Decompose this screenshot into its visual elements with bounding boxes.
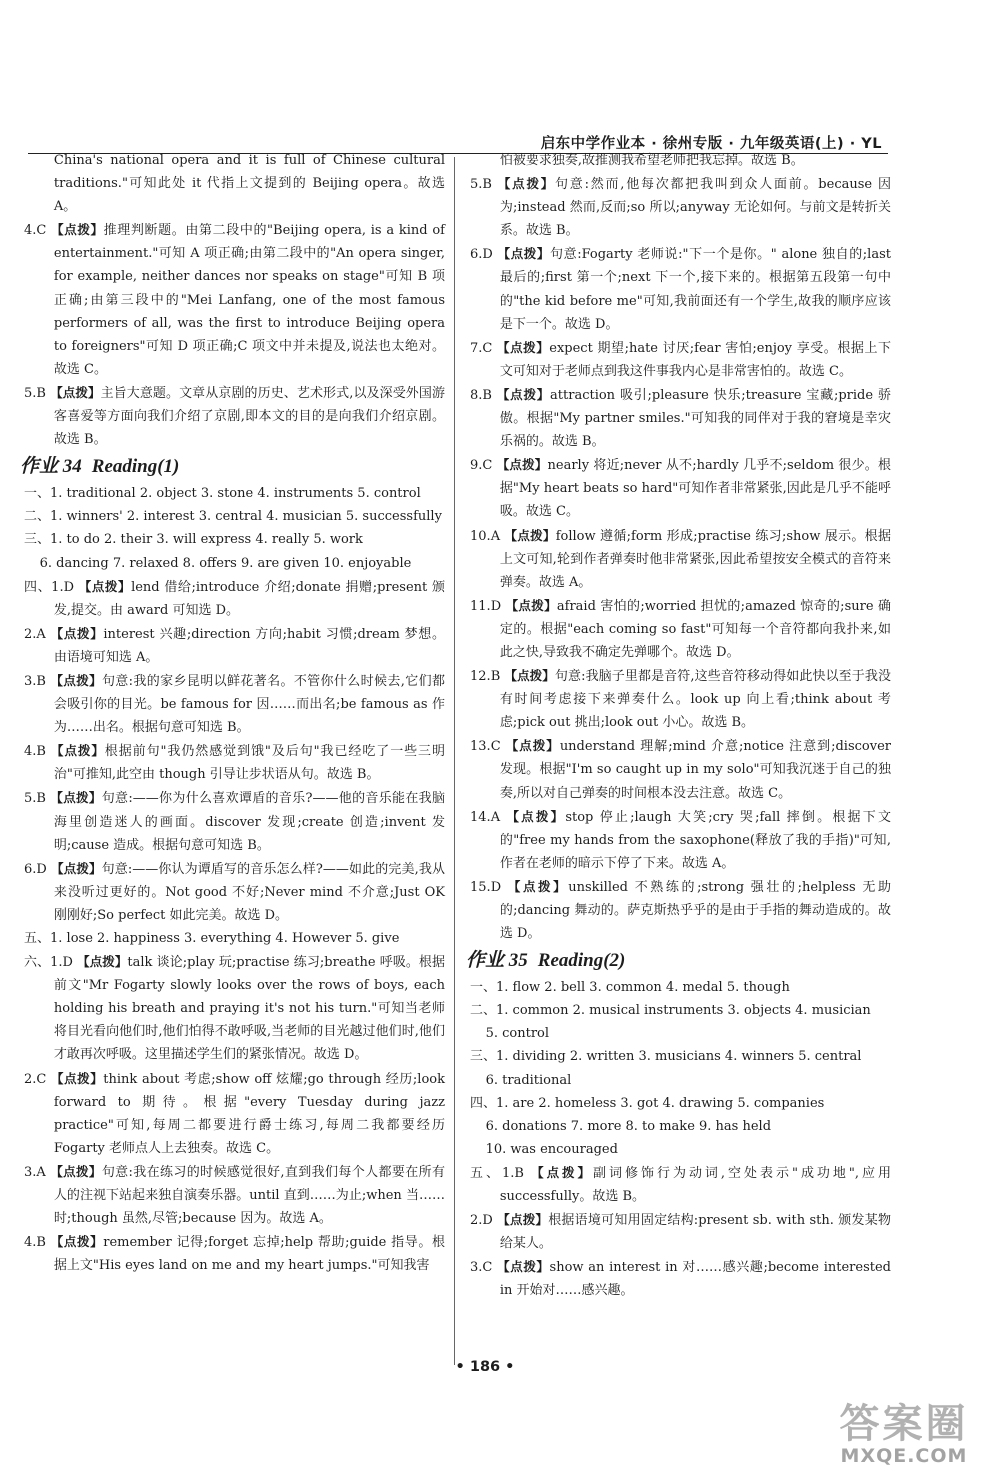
answer-item: 2.D 【点拨】根据语境可知用固定结构:present sb. with sth. 颁发某物给某人。 xyxy=(470,1212,891,1252)
answer-line: 10. was encouraged xyxy=(485,1141,618,1157)
answer-item: 12.B 【点拨】句意:我脑子里都是音符,这些音符移动得如此快以至于我没有时间考虑接下来弹奏什么。look up 向上看;think about 考虑;pick out 挑出;look out 小心。故选 B。 xyxy=(470,668,891,731)
page-number: • 186 • xyxy=(455,1359,515,1375)
answer-item: 3.C 【点拨】show an interest in 对……感兴趣;become interested in 开始对……感兴趣。 xyxy=(470,1259,891,1299)
answer-item: 6.D 【点拨】句意:Fogarty 老师说:"下一个是你。" alone 独自的;last 最后的;first 第一个;next 下一个,接下来的。根据第五段第一句中的"the kid before me"可知,我前面还有一个学生,故我的顺序应该是下一个。故选 D。 xyxy=(470,246,891,332)
answer-item: 6.D 【点拨】句意:——你认为谭盾写的音乐怎么样?——如此的完美,我从来没听过更好的。Not good 不好;Never mind 不介意;Just OK 刚刚好;So perfect 如此完美。故选 D。 xyxy=(24,860,445,923)
left-column xyxy=(20,149,445,1277)
answer-item: 5.B 【点拨】句意:——你为什么喜欢谭盾的音乐?——他的音乐能在我脑海里创造迷人的画面。discover 发现;create 创造;invent 发明;cause 造成。根据句意可知选 B。 xyxy=(24,790,445,853)
continued-text: 怕被要求独奏,故推测我希望老师把我忘掉。故选 B。 xyxy=(499,153,804,168)
answer-item: 四、1.D 【点拨】lend 借给;introduce 介绍;donate 捐赠;present 颁发,提交。由 award 可知选 D。 xyxy=(24,578,445,618)
answer-line: 一、1. flow 2. bell 3. common 4. medal 5. though xyxy=(470,980,790,996)
answer-line: 五、1. lose 2. happiness 3. everything 4. However 5. give xyxy=(24,931,400,946)
answer-item: 9.C 【点拨】nearly 将近;never 从不;hardly 几乎不;seldom 很少。根据"My heart beats so hard"可知作者非常紧张,因此是几乎不能呼吸。故选 C。 xyxy=(470,457,891,520)
answer-item: 4.B 【点拨】根据前句"我仍然感觉到饿"及后句"我已经吃了一些三明治"可推知,此空由 though 引导让步状语从句。故选 B。 xyxy=(24,743,445,783)
answer-line: 二、1. common 2. musical instruments 3. objects 4. musician xyxy=(470,1003,871,1019)
answer-item: 15.D 【点拨】unskilled 不熟练的;strong 强壮的;helpless 无助的;dancing 舞动的。萨克斯热乎乎的是由于手指的舞动造成的。故选 D。 xyxy=(470,878,891,942)
answer-line: 6. donations 7. more 8. to make 9. has held xyxy=(485,1118,772,1134)
answer-item: 7.C 【点拨】expect 期望;hate 讨厌;fear 害怕;enjoy 享受。根据上下文可知对于老师点到我这件事我内心是非常害怕的。故选 C。 xyxy=(470,339,891,379)
section-heading-34: 作业 34 Reading(1) xyxy=(20,456,180,478)
answer-item: 六、1.D 【点拨】talk 谈论;play 玩;practise 练习;breathe 呼吸。根据前文"Mr Fogarty slowly looks over the rows of boys, each holding his breath and praying it's not his turn."可知当老师将目光看向他们时,他们怕得不敢呼吸,当老师的目光越过他们时,他们才敢再次呼吸。这里描述学生们的紧张情况。故选 D。 xyxy=(24,954,445,1063)
answer-item: 13.C 【点拨】understand 理解;mind 介意;notice 注意到;discover 发现。根据"I'm so caught up in my solo"可知我沉迷于自己的独奏,所以对自己弹奏的时间根本没去注意。故选 C。 xyxy=(470,738,891,801)
answer-item: 4.C 【点拨】推理判断题。由第二段中的"Beijing opera, is a kind of entertainment."可知 A 项正确;由第二段中的"An opera singer, for example, neither dances nor speaks on stage"可知 B 项正确;由第三段中的"Mei Lanfang, one of the most famous performers of all, was the first to introduce Beijing opera to foreigners"可知 D 项正确;C 项文中并未提及,说法也太绝对。故选 C。 xyxy=(24,222,445,377)
watermark-mark: 答案圈 xyxy=(839,1401,969,1447)
answer-line: 6. traditional xyxy=(485,1072,572,1088)
answer-item: 5.B 【点拨】主旨大意题。文章从京剧的历史、艺术形式,以及深受外国游客喜爱等方面向我们介绍了京剧,即本文的目的是向我们介绍京剧。故选 B。 xyxy=(24,384,445,448)
answer-item: 3.A 【点拨】句意:我在练习的时候感觉很好,直到我们每个人都要在所有人的注视下站起来独自演奏乐器。until 直到……为止;when 当……时;though 虽然,尽管;because 因为。故选 A。 xyxy=(24,1163,445,1227)
answer-line: 5. control xyxy=(485,1026,550,1042)
answer-line: 四、1. are 2. homeless 3. got 4. drawing 5. companies xyxy=(470,1095,825,1111)
right-column xyxy=(466,149,891,1303)
answer-item: 2.A 【点拨】interest 兴趣;direction 方向;habit 习惯;dream 梦想。由语境可知选 A。 xyxy=(24,625,445,665)
answer-line: 三、1. to do 2. their 3. will express 4. really 5. work xyxy=(24,532,363,548)
watermark-url: MXQE.COM xyxy=(840,1445,968,1467)
section-heading-35: 作业 35 Reading(2) xyxy=(466,950,626,972)
continued-text: China's national opera and it is full of Chinese cultural traditions."可知此处 it 代指上文提到的 Beijing opera。故选 A。 xyxy=(53,153,445,215)
answer-line: 二、1. winners' 2. interest 3. central 4. musician 5. successfully xyxy=(24,509,442,525)
answer-item: 2.C 【点拨】think about 考虑;show off 炫耀;go through 经历;look forward to 期待。根据"every Tuesday during jazz practice"可知,每周二都要进行爵士练习,每周二我都要经历 Fogarty 老师点人上去独奏。故选 C。 xyxy=(24,1070,445,1156)
answer-item: 3.B 【点拨】句意:我的家乡昆明以鲜花著名。不管你什么时候去,它们都会吸引你的目光。be famous for 因……而出名;be famous as 作为……出名。根据句意可知选 B。 xyxy=(24,672,445,736)
answer-item: 4.B 【点拨】remember 记得;forget 忘掉;help 帮助;guide 指导。根据上文"His eyes land on me and my heart jumps."可知我害 xyxy=(24,1234,445,1274)
watermark-logo xyxy=(808,1398,1000,1471)
answer-line: 三、1. dividing 2. written 3. musicians 4. winners 5. central xyxy=(470,1049,862,1065)
answer-line: 一、1. traditional 2. object 3. stone 4. instruments 5. control xyxy=(24,486,421,502)
answer-item: 五、1.B 【点拨】副词修饰行为动词,空处表示"成功地",应用 successfully。故选 B。 xyxy=(470,1164,891,1205)
answer-item: 10.A 【点拨】follow 遵循;form 形成;practise 练习;show 展示。根据上文可知,轮到作者弹奏时他非常紧张,因此希望按安全模式的音符来弹奏。故选 A。 xyxy=(470,527,891,590)
answer-item: 5.B 【点拨】句意:然而,他每次都把我叫到众人面前。because 因为;instead 然而,反而;so 所以;anyway 无论如何。与前文是转折关系。故选 B。 xyxy=(470,176,891,239)
answer-item: 11.D 【点拨】afraid 害怕的;worried 担忧的;amazed 惊奇的;sure 确定的。根据"each coming so fast"可知每一个音符都向我扑来,如此之快,导致我不确定先弹哪个。故选 D。 xyxy=(470,597,891,660)
running-header: 启东中学作业本 · 徐州专版 · 九年级英语(上) · YL xyxy=(540,136,882,152)
column-divider xyxy=(454,157,455,1365)
answer-line: 6. dancing 7. relaxed 8. offers 9. are given 10. enjoyable xyxy=(39,555,412,571)
answer-item: 8.B 【点拨】attraction 吸引;pleasure 快乐;treasure 宝藏;pride 骄傲。根据"My partner smiles."可知我的同伴对于我的窘境是幸灾乐祸的。故选 B。 xyxy=(470,386,891,450)
answer-item: 14.A 【点拨】stop 停止;laugh 大笑;cry 哭;fall 摔倒。根据下文的"free my hands from the saxophone(释放了我的手指)"可知,作者在老师的暗示下停了下来。故选 A。 xyxy=(470,808,891,871)
